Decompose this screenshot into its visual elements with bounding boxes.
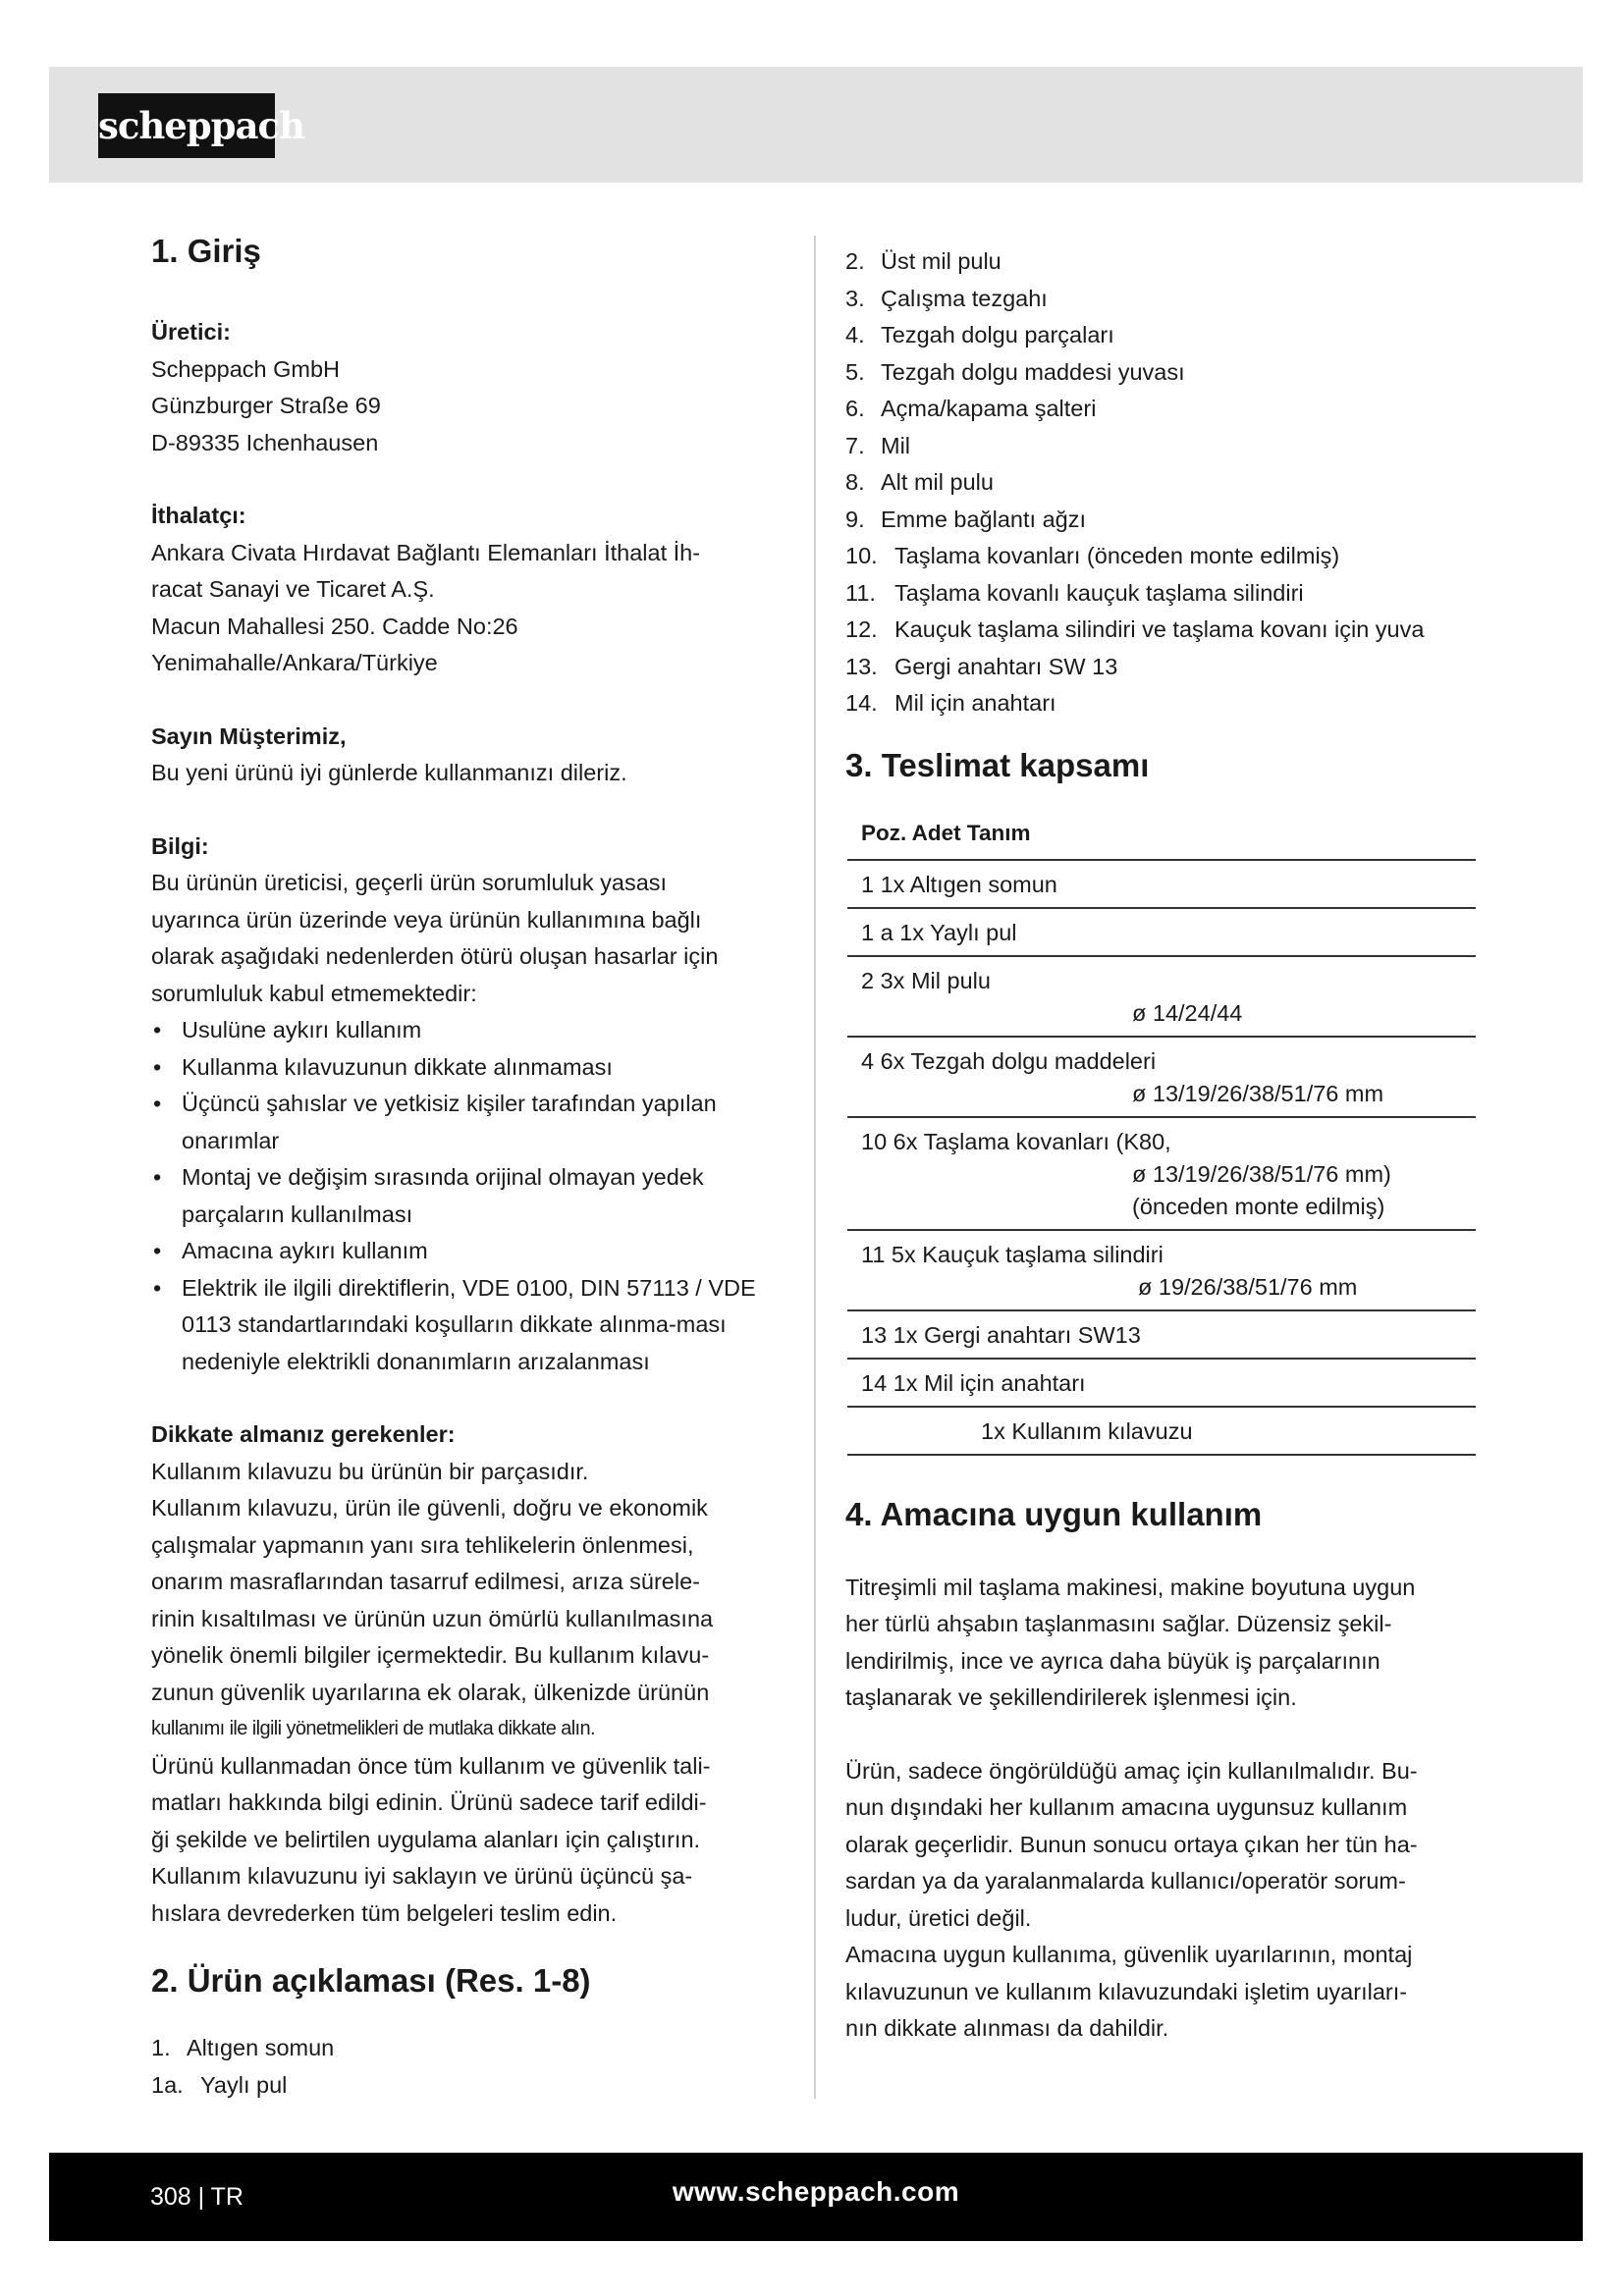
importer-line: Yenimahalle/Ankara/Türkiye — [151, 650, 438, 675]
item-number: 10. — [845, 543, 878, 568]
table-cell-detail: ø 14/24/44 — [1132, 999, 1243, 1026]
list-item: • Amacına aykırı kullanım — [151, 1233, 789, 1270]
notes-line: Ürünü kullanmadan önce tüm kullanım ve güvenlik tali- — [151, 1752, 711, 1779]
item-number: 5. — [845, 358, 865, 385]
list-item — [845, 281, 1493, 318]
table-cell: 10 6x Taşlama kovanları (K80, — [861, 1128, 1171, 1154]
manufacturer-line: Scheppach GmbH — [151, 355, 341, 382]
list-item — [845, 612, 1493, 649]
notes-line: rinin kısaltılması ve ürünün uzun ömürlü kullanılmasına — [151, 1605, 714, 1631]
intended-use-line: kılavuzunun ve kullanım kılavuzundaki işletim uyarıları- — [845, 1978, 1408, 2004]
list-item — [845, 317, 1493, 354]
manufacturer-line: D-89335 Ichenhausen — [151, 429, 379, 455]
delivery-scope-table — [847, 809, 1476, 1456]
item-text: Altıgen somun — [187, 2035, 335, 2060]
item-text: Taşlama kovanlı kauçuk taşlama silindiri — [894, 579, 1304, 606]
intended-use-line: ludur, üretici değil. — [845, 1904, 1032, 1931]
item-text: Mil için anahtarı — [894, 690, 1056, 716]
list-item — [845, 464, 1493, 502]
notes-line: ği şekilde ve belirtilen uygulama alanları için çalıştırın. — [151, 1826, 701, 1852]
table-row — [847, 1231, 1476, 1311]
table-cell: 1x Kullanım kılavuzu — [981, 1417, 1193, 1444]
item-number: 7. — [845, 432, 865, 458]
list-item: • Üçüncü şahıslar ve yetkisiz kişiler tarafından yapılan onarımlar — [151, 1086, 789, 1159]
item-number: 9. — [845, 506, 865, 532]
item-text: Emme bağlantı ağzı — [881, 506, 1086, 532]
item-text: Yaylı pul — [200, 2071, 288, 2098]
customer-greeting-text: Bu yeni ürünü iyi günlerde kullanmanızı dileriz. — [151, 760, 627, 785]
right-column — [845, 243, 1493, 2048]
table-row — [847, 957, 1476, 1038]
info-line: sorumluluk kabul etmemektedir: — [151, 980, 477, 1006]
table-cell: 1 1x Altıgen somun — [861, 871, 1057, 897]
notes-label: Dikkate almanız gerekenler: — [151, 1421, 456, 1447]
parts-list — [845, 243, 1493, 722]
section-4-title: 4. Amacına uygun kullanım — [845, 1495, 1263, 1532]
item-number: 2. — [845, 248, 865, 274]
list-item: • Montaj ve değişim sırasında orijinal olmayan yedek parçaların kullanılması — [151, 1159, 789, 1233]
table-cell-detail: ø 19/26/38/51/76 mm — [1138, 1273, 1358, 1300]
item-number: 3. — [845, 285, 865, 311]
item-number: 14. — [845, 690, 878, 716]
notes-line: matları hakkında bilgi edinin. Ürünü sadece tarif edildi- — [151, 1789, 707, 1815]
notes-line: zunun güvenlik uyarılarına ek olarak, ülkenizde ürünün — [151, 1679, 710, 1705]
table-row — [847, 1408, 1476, 1456]
info-line: olarak aşağıdaki nedenlerden ötürü oluşan hasarlar için — [151, 943, 719, 969]
scheppach-logo: scheppach — [98, 93, 275, 158]
table-cell: 4 6x Tezgah dolgu maddeleri — [861, 1047, 1157, 1074]
item-number: 1. — [151, 2035, 171, 2060]
item-text: Mil — [881, 432, 911, 458]
list-item — [845, 538, 1493, 575]
list-item — [151, 2030, 789, 2067]
item-number: 6. — [845, 396, 865, 421]
list-item — [845, 391, 1493, 428]
list-item: • Elektrik ile ilgili direktiflerin, VDE 0100, DIN 57113 / VDE 0113 standartlarındaki koşulların dikkate alınma-ması nedeniyle elektrikli donanımların arızalanması — [151, 1270, 789, 1381]
importer-line: racat Sanayi ve Ticaret A.Ş. — [151, 576, 435, 602]
notes-line: Kullanım kılavuzu, ürün ile güvenli, doğru ve ekonomik — [151, 1495, 708, 1521]
importer-label: İthalatçı: — [151, 503, 246, 528]
liability-exclusion-list — [151, 1012, 789, 1380]
intended-use-line: her türlü ahşabın taşlanmasını sağlar. Düzensiz şekil- — [845, 1611, 1392, 1636]
table-row — [847, 1311, 1476, 1360]
item-text: Taşlama kovanları (önceden monte edilmiş) — [894, 543, 1340, 568]
section-3-title: 3. Teslimat kapsamı — [845, 746, 1150, 783]
item-text: Çalışma tezgahı — [881, 285, 1048, 311]
table-cell: 2 3x Mil pulu — [861, 967, 991, 993]
list-item — [845, 243, 1493, 281]
intended-use-line: Titreşimli mil taşlama makinesi, makine boyutuna uygun — [845, 1574, 1416, 1600]
info-line: Bu ürünün üreticisi, geçerli ürün sorumluluk yasası — [151, 870, 668, 895]
item-number: 11. — [845, 579, 876, 606]
table-row — [847, 861, 1476, 909]
table-row — [847, 1360, 1476, 1408]
info-line: uyarınca ürün üzerinde veya ürünün kullanımına bağlı — [151, 906, 702, 933]
table-row — [847, 1038, 1476, 1118]
item-number: 8. — [845, 469, 865, 495]
parts-list-start — [151, 2030, 789, 2104]
table-row — [847, 909, 1476, 957]
left-column — [151, 226, 789, 2104]
table-cell: 13 1x Gergi anahtarı SW13 — [861, 1321, 1141, 1348]
notes-line: onarım masraflarından tasarruf edilmesi, arıza sürele- — [151, 1569, 700, 1594]
item-text: Üst mil pulu — [881, 248, 1001, 274]
list-item — [845, 502, 1493, 539]
notes-line: Kullanım kılavuzu bu ürünün bir parçasıdır. — [151, 1458, 589, 1484]
page-footer — [49, 2153, 1583, 2241]
intended-use-line: nın dikkate alınması da dahildir. — [845, 2015, 1169, 2041]
intended-use-line: lendirilmiş, ince ve ayrıca daha büyük iş parçalarının — [845, 1647, 1380, 1674]
list-item — [845, 575, 1493, 613]
section-2-title: 2. Ürün açıklaması (Res. 1-8) — [151, 1962, 591, 1999]
item-text: Gergi anahtarı SW 13 — [894, 653, 1118, 679]
list-item — [845, 685, 1493, 722]
item-number: 13. — [845, 653, 878, 679]
manufacturer-line: Günzburger Straße 69 — [151, 393, 381, 418]
table-header: Poz. Adet Tanım — [847, 809, 1476, 861]
list-item — [845, 354, 1493, 392]
notes-line: Kullanım kılavuzunu iyi saklayın ve ürünü üçüncü şa- — [151, 1863, 693, 1889]
table-cell: 1 a 1x Yaylı pul — [861, 919, 1017, 945]
item-text: Alt mil pulu — [881, 469, 994, 495]
info-label: Bilgi: — [151, 832, 209, 859]
table-cell-detail: ø 13/19/26/38/51/76 mm — [1132, 1080, 1384, 1106]
list-item — [845, 428, 1493, 465]
item-number: 1a. — [151, 2071, 184, 2098]
intended-use-line: olarak geçerlidir. Bunun sonucu ortaya çıkan her tün ha- — [845, 1831, 1418, 1857]
notes-line: hıslara devrederken tüm belgeleri teslim edin. — [151, 1899, 618, 1926]
page-number: 308 | TR — [150, 2183, 244, 2211]
item-number: 12. — [845, 616, 878, 642]
notes-line: yönelik önemli bilgiler içermektedir. Bu kullanım kılavu- — [151, 1642, 710, 1668]
item-text: Açma/kapama şalteri — [881, 396, 1097, 421]
table-cell-detail: ø 13/19/26/38/51/76 mm) — [1132, 1160, 1391, 1187]
notes-line: çalışmalar yapmanın yanı sıra tehlikelerin önlenmesi, — [151, 1531, 694, 1558]
list-item — [151, 2067, 789, 2105]
list-item: • Usulüne aykırı kullanım — [151, 1012, 789, 1049]
table-cell: 14 1x Mil için anahtarı — [861, 1369, 1086, 1396]
page-header — [49, 67, 1583, 183]
importer-line: Ankara Civata Hırdavat Bağlantı Elemanları İthalat İh- — [151, 539, 701, 565]
section-1-title: 1. Giriş — [151, 233, 261, 269]
intended-use-line: sardan ya da yaralanmalarda kullanıcı/operatör sorum- — [845, 1868, 1406, 1894]
intended-use-line: nun dışındaki her kullanım amacına uygunsuz kullanım — [845, 1794, 1408, 1820]
intended-use-line: Amacına uygun kullanıma, güvenlik uyarılarının, montaj — [845, 1942, 1413, 1967]
item-number: 4. — [845, 322, 865, 347]
column-divider — [814, 236, 816, 2099]
notes-line-small: kullanımı ile ilgili yönetmelikleri de mutlaka dikkate alın. — [151, 1718, 595, 1739]
table-cell: 11 5x Kauçuk taşlama silindiri — [861, 1241, 1164, 1267]
list-item: • Kullanma kılavuzunun dikkate alınmaması — [151, 1049, 789, 1087]
intended-use-line: Ürün, sadece öngörüldüğü amaç için kullanılmalıdır. Bu- — [845, 1757, 1418, 1784]
manufacturer-label: Üretici: — [151, 319, 231, 345]
website-link[interactable]: www.scheppach.com — [672, 2176, 960, 2207]
customer-greeting-label: Sayın Müşterimiz, — [151, 722, 347, 749]
item-text: Tezgah dolgu parçaları — [881, 322, 1114, 347]
item-text: Tezgah dolgu maddesi yuvası — [881, 358, 1185, 385]
intended-use-line: taşlanarak ve şekillendirilerek işlenmesi için. — [845, 1684, 1297, 1710]
table-cell-detail: (önceden monte edilmiş) — [1132, 1193, 1385, 1219]
list-item — [845, 649, 1493, 686]
item-text: Kauçuk taşlama silindiri ve taşlama kovanı için yuva — [894, 616, 1425, 642]
table-row — [847, 1118, 1476, 1231]
importer-line: Macun Mahallesi 250. Cadde No:26 — [151, 613, 518, 639]
